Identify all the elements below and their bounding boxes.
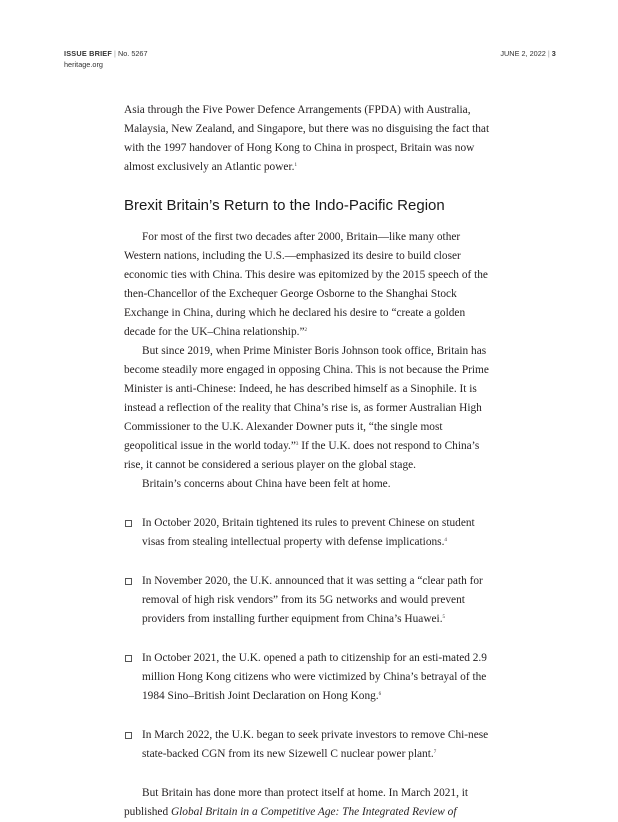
header-separator-right: | xyxy=(547,49,550,58)
intro-paragraph xyxy=(124,101,496,177)
page-number: 3 xyxy=(551,49,556,58)
header-left xyxy=(64,49,148,59)
footnote-ref[interactable]: 6 xyxy=(378,692,382,697)
square-bullet-icon xyxy=(125,732,132,739)
footnote-ref[interactable]: 2 xyxy=(304,328,307,333)
paragraph-4-text: But Britain has done more than protect itself at home. In March 2021, it published xyxy=(124,787,469,818)
report-title: Global Britain in a Competitive Age: The Integrated Review of xyxy=(170,806,457,818)
paragraph-4 xyxy=(124,784,496,822)
footnote-ref[interactable]: 5 xyxy=(442,615,446,620)
issue-brief-label: ISSUE BRIEF xyxy=(64,49,113,58)
paragraph-3: Britain’s concerns about China have been felt at home. xyxy=(142,478,391,490)
footnote-ref[interactable]: 3 xyxy=(295,442,299,447)
paragraph-2-text-cont: If the U.K. does not respond to China’s rise, it cannot be considered a serious player on the global stage. xyxy=(124,440,480,471)
footnote-ref[interactable]: 7 xyxy=(433,750,437,755)
intro-text: Asia through the Five Power Defence Arrangements (FPDA) with Australia, Malaysia, New Zealand, and Singapore, but there was no disguising the fact that with the 1997 handover of Hong Kong to China in prospect, Britain was now almost exclusively an Atlantic power. xyxy=(124,104,490,173)
issue-number: No. 5267 xyxy=(117,49,148,58)
list-item-text: In November 2020, the U.K. announced that it was setting a “clear path for removal of high risk vendors” from its 5G networks and would prevent providers from installing further equipment from China’s Huawei. xyxy=(142,575,483,625)
square-bullet-icon xyxy=(125,578,132,585)
list-item-text: In October 2021, the U.K. opened a path to citizenship for an esti-mated 2.9 million Hong Kong citizens who were victimized by China’s betrayal of the 1984 Sino–British Joint Declaration on Hong Kong. xyxy=(142,652,487,702)
square-bullet-icon xyxy=(125,520,132,527)
paragraph-2 xyxy=(124,342,496,475)
section-heading: Brexit Britain’s Return to the Indo-Pacific Region xyxy=(124,197,445,214)
header-separator: | xyxy=(114,49,116,58)
list-item xyxy=(124,726,496,764)
list-item xyxy=(124,572,496,629)
bullet-list xyxy=(124,514,496,764)
list-item-text: In March 2022, the U.K. began to seek private investors to remove Chi-nese state-backed CGN from its new Sizewell C nuclear power plant. xyxy=(142,729,489,760)
footnote-ref[interactable]: 4 xyxy=(444,538,447,543)
list-item xyxy=(124,649,496,706)
paragraph-1 xyxy=(124,228,496,342)
square-bullet-icon xyxy=(125,655,132,662)
list-item-text: In October 2020, Britain tightened its rules to prevent Chinese on student visas from stealing intellectual property with defense implications. xyxy=(142,517,475,548)
issue-date: JUNE 2, 2022 xyxy=(500,49,546,58)
list-item xyxy=(124,514,496,552)
footnote-ref[interactable]: 1 xyxy=(294,163,297,168)
paragraph-1-text: For most of the first two decades after 2000, Britain—like many other Western nations, including the U.S.—emphasized its desire to build closer economic ties with China. This desire was epitomized by the 2015 speech of the then-Chancellor of the Exchequer George Osborne to the Shanghai Stock Exchange in China, during which he declared his desire to “create a golden decade for the UK–China relationship.” xyxy=(124,231,488,338)
header-right xyxy=(500,49,556,59)
article-body xyxy=(124,101,496,822)
paragraph-2-text: But since 2019, when Prime Minister Boris Johnson took office, Britain has become steadily more engaged in opposing China. This is not because the Prime Minister is anti-Chinese: Indeed, he has described himself as a Sinophile. It is instead a reflection of the reality that China’s rise is, as former Australian High Commissioner to the U.K. Alexander Downer puts it, “the single most geopolitical issue in the world today.” xyxy=(124,345,489,452)
site-name: heritage.org xyxy=(64,60,103,69)
